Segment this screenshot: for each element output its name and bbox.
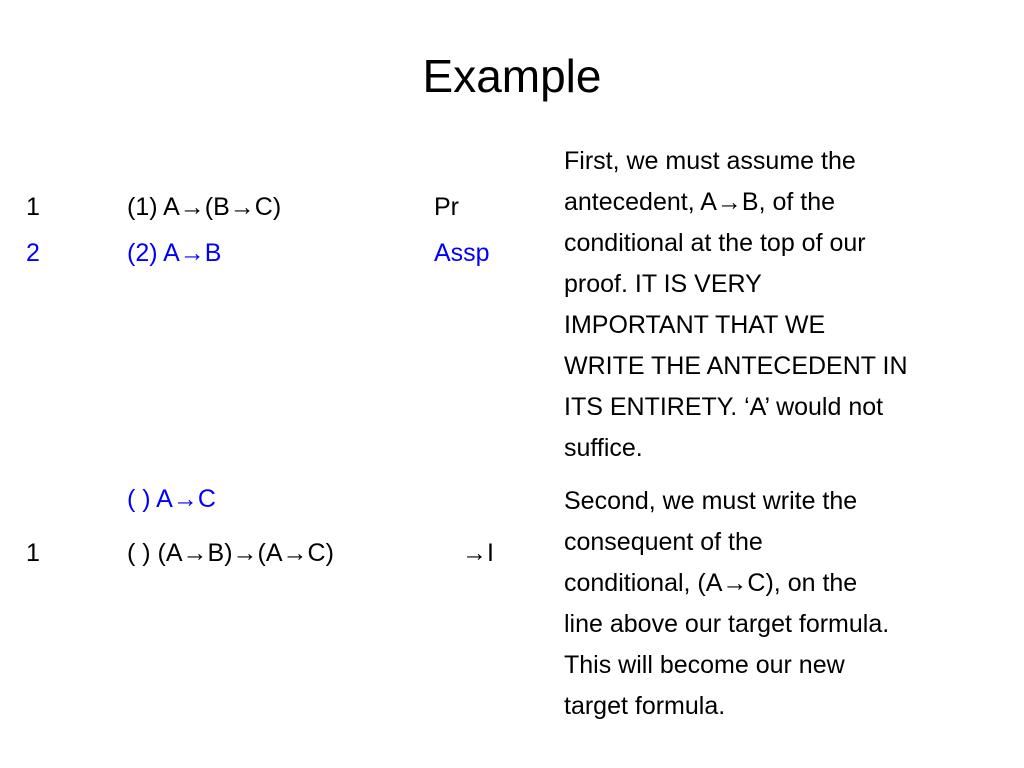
first-explanation-line: WRITE THE ANTECEDENT IN (564, 352, 908, 380)
row-1-dependency: 1 (26, 193, 40, 221)
first-explanation-line: First, we must assume the (564, 147, 856, 175)
first-explanation-line: conditional at the top of our (564, 229, 866, 257)
second-explanation-line: target formula. (564, 692, 726, 720)
second-explanation-line: Second, we must write the (564, 487, 858, 515)
row-1-formula: (1) A→(B→C) (127, 193, 282, 221)
second-explanation-line: This will become our new (564, 651, 845, 679)
row-2-rule: Assp (434, 239, 490, 267)
second-explanation-line: line above our target formula. (564, 610, 890, 638)
row-3-formula: ( ) A→C (127, 485, 216, 513)
row-4-dependency: 1 (26, 539, 40, 567)
row-2-formula: (2) A→B (127, 239, 222, 267)
row-4-rule: →I (462, 539, 494, 567)
second-explanation-line: conditional, (A→C), on the (564, 569, 858, 597)
first-explanation-line: antecedent, A→B, of the (564, 188, 836, 216)
first-explanation-line: ITS ENTIRETY. ‘A’ would not (564, 393, 884, 421)
second-explanation (564, 481, 984, 727)
first-explanation-line: proof. IT IS VERY (564, 270, 762, 298)
first-explanation-line: IMPORTANT THAT WE (564, 311, 826, 339)
row-4-formula: ( ) (A→B)→(A→C) (127, 539, 334, 567)
slide-title: Example (422, 50, 602, 102)
first-explanation-line: suffice. (564, 434, 643, 462)
row-1-rule: Pr (434, 193, 459, 221)
second-explanation-line: consequent of the (564, 528, 763, 556)
row-2-dependency: 2 (26, 239, 40, 267)
first-explanation (564, 141, 984, 469)
